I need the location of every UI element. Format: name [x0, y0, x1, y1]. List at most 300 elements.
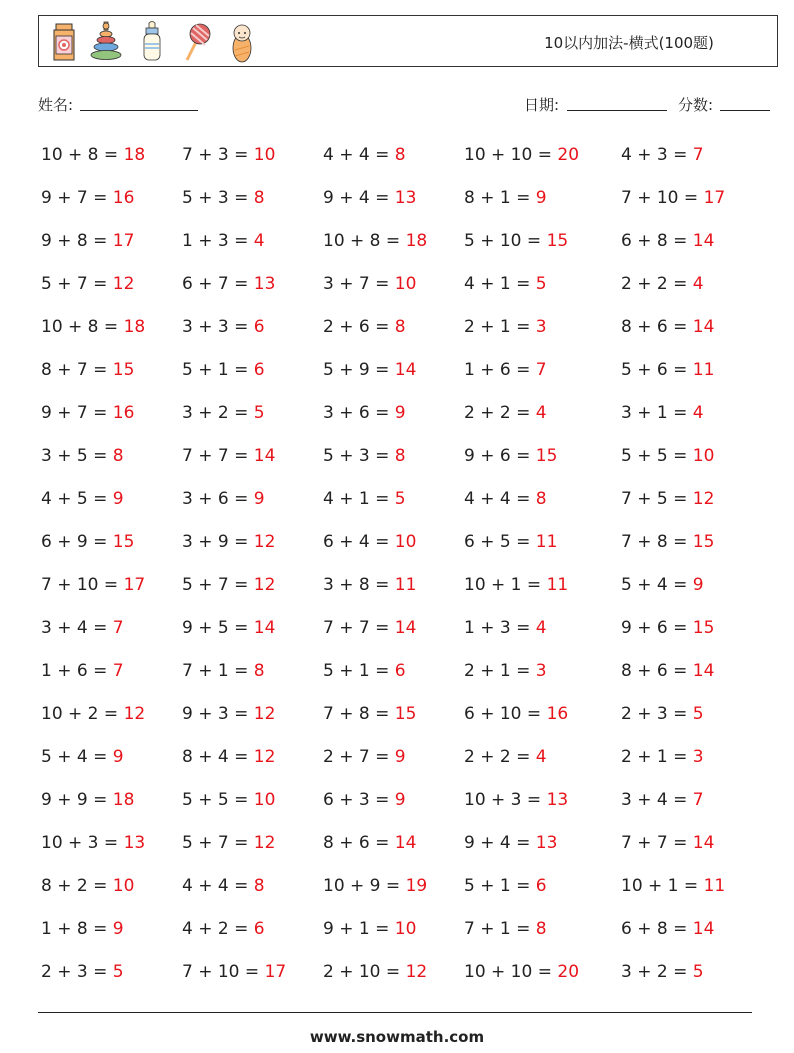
problem-item	[621, 188, 725, 208]
problem-item	[621, 876, 725, 896]
problem-answer: 18	[405, 231, 428, 251]
problem-expression: 9 + 7 =	[41, 403, 113, 423]
problem-item	[182, 790, 275, 810]
problem-answer: 17	[112, 231, 135, 251]
problem-expression: 9 + 1 =	[323, 919, 395, 939]
problem-expression: 6 + 5 =	[464, 532, 536, 552]
problem-expression: 7 + 8 =	[621, 532, 693, 552]
problem-answer: 6	[394, 661, 406, 681]
problem-expression: 9 + 3 =	[182, 704, 254, 724]
problem-expression: 10 + 10 =	[464, 962, 558, 982]
problem-expression: 1 + 3 =	[182, 231, 254, 251]
problem-expression: 7 + 5 =	[621, 489, 693, 509]
score-blank[interactable]	[720, 110, 770, 111]
problem-answer: 12	[253, 833, 276, 853]
problem-expression: 4 + 3 =	[621, 145, 693, 165]
problem-answer: 9	[112, 747, 124, 767]
problem-answer: 16	[112, 403, 135, 423]
problem-expression: 5 + 5 =	[182, 790, 254, 810]
problem-expression: 2 + 10 =	[323, 962, 406, 982]
problem-expression: 5 + 6 =	[621, 360, 693, 380]
problem-answer: 11	[546, 575, 569, 595]
problem-item	[621, 747, 704, 767]
problem-expression: 10 + 8 =	[41, 317, 124, 337]
problem-expression: 5 + 7 =	[182, 575, 254, 595]
problem-item	[41, 962, 124, 982]
problem-answer: 5	[692, 704, 704, 724]
problem-item	[621, 489, 714, 509]
problem-item	[41, 188, 134, 208]
problem-expression: 10 + 8 =	[41, 145, 124, 165]
problem-answer: 20	[557, 962, 580, 982]
problem-expression: 9 + 9 =	[41, 790, 113, 810]
problem-answer: 17	[703, 188, 726, 208]
problem-item	[464, 317, 547, 337]
problem-expression: 2 + 2 =	[464, 747, 536, 767]
problem-expression: 3 + 4 =	[621, 790, 693, 810]
problem-expression: 7 + 7 =	[182, 446, 254, 466]
problem-item	[41, 317, 145, 337]
problem-answer: 6	[253, 317, 265, 337]
problem-expression: 9 + 4 =	[323, 188, 395, 208]
problem-item	[464, 704, 568, 724]
problem-item	[323, 317, 406, 337]
footer-url: www.snowmath.com	[309, 1028, 485, 1046]
problem-expression: 9 + 4 =	[464, 833, 536, 853]
problem-item	[323, 833, 416, 853]
problem-expression: 7 + 1 =	[464, 919, 536, 939]
problem-answer: 7	[692, 790, 704, 810]
problem-item	[621, 274, 704, 294]
problem-answer: 8	[253, 188, 265, 208]
problem-item	[182, 618, 275, 638]
problem-item	[323, 790, 406, 810]
problem-item	[41, 919, 124, 939]
problem-expression: 5 + 4 =	[41, 747, 113, 767]
problem-item	[323, 188, 416, 208]
problem-item	[182, 231, 265, 251]
problem-answer: 4	[692, 403, 704, 423]
problem-answer: 5	[394, 489, 406, 509]
problem-item	[621, 661, 714, 681]
problem-answer: 12	[253, 532, 276, 552]
problem-answer: 12	[112, 274, 135, 294]
problem-answer: 7	[112, 618, 124, 638]
problem-item	[182, 489, 265, 509]
problem-expression: 10 + 8 =	[323, 231, 406, 251]
problem-expression: 9 + 6 =	[464, 446, 536, 466]
problem-item	[182, 446, 275, 466]
problem-item	[323, 532, 416, 552]
problem-answer: 15	[692, 532, 715, 552]
problem-answer: 10	[394, 532, 417, 552]
worksheet-title: 10以内加法-横式(100题)	[544, 34, 714, 52]
problem-answer: 5	[535, 274, 547, 294]
problem-item	[41, 274, 134, 294]
problem-item	[182, 317, 265, 337]
problem-answer: 17	[123, 575, 146, 595]
problem-item	[182, 962, 286, 982]
problem-expression: 8 + 6 =	[621, 661, 693, 681]
problem-expression: 5 + 5 =	[621, 446, 693, 466]
problem-answer: 9	[394, 747, 406, 767]
problem-expression: 4 + 2 =	[182, 919, 254, 939]
problem-item	[41, 618, 124, 638]
problem-item	[621, 790, 704, 810]
problem-answer: 5	[253, 403, 265, 423]
problem-answer: 8	[112, 446, 124, 466]
problem-expression: 3 + 6 =	[182, 489, 254, 509]
problem-item	[182, 274, 275, 294]
problem-item	[323, 446, 406, 466]
problem-answer: 10	[253, 790, 276, 810]
problem-answer: 11	[535, 532, 558, 552]
problem-answer: 14	[692, 919, 715, 939]
problem-answer: 13	[394, 188, 417, 208]
problem-expression: 3 + 3 =	[182, 317, 254, 337]
problem-expression: 9 + 8 =	[41, 231, 113, 251]
problem-expression: 5 + 4 =	[621, 575, 693, 595]
problem-expression: 7 + 7 =	[323, 618, 395, 638]
problem-item	[621, 145, 704, 165]
problem-item	[182, 747, 275, 767]
problem-expression: 4 + 4 =	[182, 876, 254, 896]
problem-answer: 14	[253, 618, 276, 638]
problem-expression: 10 + 9 =	[323, 876, 406, 896]
problem-answer: 3	[535, 317, 547, 337]
problem-answer: 6	[535, 876, 547, 896]
problem-answer: 10	[394, 274, 417, 294]
problem-answer: 7	[692, 145, 704, 165]
problem-expression: 2 + 1 =	[464, 661, 536, 681]
problem-item	[621, 919, 714, 939]
problem-expression: 5 + 1 =	[323, 661, 395, 681]
problem-item	[464, 919, 547, 939]
problem-answer: 15	[394, 704, 417, 724]
problem-expression: 9 + 7 =	[41, 188, 113, 208]
problem-expression: 2 + 2 =	[464, 403, 536, 423]
problem-answer: 6	[253, 919, 265, 939]
problem-item	[464, 661, 547, 681]
problem-expression: 7 + 10 =	[621, 188, 704, 208]
problem-answer: 15	[112, 532, 135, 552]
problem-expression: 5 + 7 =	[41, 274, 113, 294]
problem-expression: 4 + 1 =	[464, 274, 536, 294]
problem-item	[323, 145, 406, 165]
problem-item	[464, 962, 579, 982]
problem-expression: 6 + 10 =	[464, 704, 547, 724]
problem-answer: 18	[123, 317, 146, 337]
problem-expression: 3 + 7 =	[323, 274, 395, 294]
problem-expression: 2 + 7 =	[323, 747, 395, 767]
problem-answer: 8	[394, 446, 406, 466]
problem-expression: 5 + 1 =	[182, 360, 254, 380]
problem-answer: 18	[123, 145, 146, 165]
problem-answer: 9	[535, 188, 547, 208]
problem-item	[182, 188, 265, 208]
problem-expression: 8 + 6 =	[323, 833, 395, 853]
problem-answer: 12	[253, 704, 276, 724]
problem-item	[464, 790, 568, 810]
problem-answer: 8	[394, 145, 406, 165]
problem-expression: 3 + 1 =	[621, 403, 693, 423]
problem-item	[621, 575, 704, 595]
problem-item	[621, 231, 714, 251]
baby-bottle-icon	[135, 20, 169, 64]
problem-answer: 10	[692, 446, 715, 466]
problem-item	[621, 704, 704, 724]
problem-item	[464, 403, 547, 423]
problem-item	[464, 188, 547, 208]
problem-item	[41, 403, 134, 423]
lollipop-icon	[179, 20, 213, 64]
problem-item	[41, 876, 134, 896]
problem-expression: 4 + 5 =	[41, 489, 113, 509]
problem-expression: 8 + 4 =	[182, 747, 254, 767]
problem-item	[323, 575, 416, 595]
problem-expression: 3 + 6 =	[323, 403, 395, 423]
problem-expression: 6 + 4 =	[323, 532, 395, 552]
problem-answer: 13	[535, 833, 558, 853]
problem-item	[621, 833, 714, 853]
problem-expression: 6 + 7 =	[182, 274, 254, 294]
problem-expression: 3 + 9 =	[182, 532, 254, 552]
problem-item	[323, 618, 416, 638]
problem-item	[41, 532, 134, 552]
problem-expression: 2 + 3 =	[41, 962, 113, 982]
problem-answer: 13	[253, 274, 276, 294]
date-blank[interactable]	[567, 110, 667, 111]
problem-item	[41, 747, 124, 767]
problem-expression: 10 + 10 =	[464, 145, 558, 165]
problem-expression: 10 + 3 =	[41, 833, 124, 853]
problem-item	[182, 661, 265, 681]
problem-answer: 8	[253, 876, 265, 896]
problem-expression: 6 + 8 =	[621, 919, 693, 939]
problem-expression: 5 + 1 =	[464, 876, 536, 896]
problem-expression: 3 + 4 =	[41, 618, 113, 638]
problem-item	[41, 833, 145, 853]
problem-expression: 10 + 2 =	[41, 704, 124, 724]
problem-item	[621, 962, 704, 982]
problem-expression: 1 + 6 =	[464, 360, 536, 380]
problem-answer: 16	[546, 704, 569, 724]
problem-answer: 16	[112, 188, 135, 208]
problem-answer: 12	[123, 704, 146, 724]
problem-answer: 13	[123, 833, 146, 853]
problem-answer: 4	[535, 403, 547, 423]
problem-item	[182, 919, 265, 939]
problem-answer: 7	[112, 661, 124, 681]
problem-answer: 14	[394, 618, 417, 638]
problem-item	[41, 231, 134, 251]
name-label: 姓名:	[38, 96, 74, 114]
problem-item	[621, 532, 714, 552]
problem-expression: 6 + 3 =	[323, 790, 395, 810]
problem-expression: 3 + 8 =	[323, 575, 395, 595]
problem-expression: 2 + 2 =	[621, 274, 693, 294]
problem-answer: 5	[112, 962, 124, 982]
problem-expression: 2 + 6 =	[323, 317, 395, 337]
problem-item	[621, 317, 714, 337]
problem-item	[41, 790, 134, 810]
problem-item	[323, 919, 416, 939]
problem-item	[464, 360, 547, 380]
problem-expression: 2 + 1 =	[621, 747, 693, 767]
problem-answer: 3	[535, 661, 547, 681]
problem-answer: 4	[535, 618, 547, 638]
problem-answer: 12	[405, 962, 428, 982]
problem-answer: 8	[535, 919, 547, 939]
problem-item	[323, 274, 416, 294]
footer-divider	[38, 1012, 752, 1013]
problem-item	[182, 704, 275, 724]
problem-expression: 10 + 3 =	[464, 790, 547, 810]
problem-expression: 7 + 1 =	[182, 661, 254, 681]
problem-item	[182, 532, 275, 552]
problem-answer: 9	[112, 919, 124, 939]
problem-answer: 4	[692, 274, 704, 294]
problem-expression: 3 + 2 =	[182, 403, 254, 423]
problem-answer: 15	[112, 360, 135, 380]
problem-item	[323, 403, 406, 423]
problem-answer: 17	[264, 962, 287, 982]
problem-item	[182, 833, 275, 853]
problem-answer: 14	[692, 317, 715, 337]
problem-expression: 4 + 4 =	[323, 145, 395, 165]
problem-item	[464, 876, 547, 896]
problem-expression: 7 + 10 =	[41, 575, 124, 595]
problem-item	[464, 575, 568, 595]
problem-answer: 12	[692, 489, 715, 509]
problem-answer: 9	[253, 489, 265, 509]
problem-answer: 10	[253, 145, 276, 165]
problem-expression: 5 + 10 =	[464, 231, 547, 251]
problem-item	[621, 446, 714, 466]
problem-expression: 1 + 8 =	[41, 919, 113, 939]
problem-answer: 15	[535, 446, 558, 466]
problem-answer: 9	[394, 403, 406, 423]
problem-answer: 14	[692, 833, 715, 853]
problem-item	[464, 145, 579, 165]
score-label: 分数:	[678, 96, 714, 114]
problem-answer: 10	[112, 876, 135, 896]
problem-answer: 8	[535, 489, 547, 509]
problem-answer: 18	[112, 790, 135, 810]
problem-expression: 4 + 1 =	[323, 489, 395, 509]
problem-expression: 3 + 2 =	[621, 962, 693, 982]
problem-expression: 6 + 8 =	[621, 231, 693, 251]
problem-item	[323, 704, 416, 724]
problem-answer: 5	[692, 962, 704, 982]
problem-expression: 10 + 1 =	[464, 575, 547, 595]
problem-answer: 8	[394, 317, 406, 337]
problem-item	[464, 833, 557, 853]
problem-item	[464, 231, 568, 251]
problem-answer: 14	[692, 661, 715, 681]
problem-answer: 3	[692, 747, 704, 767]
problem-answer: 9	[692, 575, 704, 595]
problem-expression: 9 + 5 =	[182, 618, 254, 638]
problem-item	[41, 661, 124, 681]
problem-answer: 13	[546, 790, 569, 810]
problem-answer: 8	[253, 661, 265, 681]
problem-item	[621, 618, 714, 638]
problem-item	[621, 360, 714, 380]
name-blank[interactable]	[80, 110, 198, 111]
problem-item	[464, 532, 557, 552]
problem-expression: 5 + 9 =	[323, 360, 395, 380]
date-label: 日期:	[524, 96, 560, 114]
problem-expression: 2 + 1 =	[464, 317, 536, 337]
problem-item	[323, 962, 427, 982]
problem-answer: 4	[253, 231, 265, 251]
problem-item	[182, 575, 275, 595]
problem-answer: 10	[394, 919, 417, 939]
problem-answer: 12	[253, 747, 276, 767]
problem-item	[323, 489, 406, 509]
problem-answer: 20	[557, 145, 580, 165]
problem-item	[41, 145, 145, 165]
problem-answer: 9	[112, 489, 124, 509]
problem-item	[464, 274, 547, 294]
problem-item	[323, 360, 416, 380]
problem-expression: 4 + 4 =	[464, 489, 536, 509]
problem-answer: 6	[253, 360, 265, 380]
problem-expression: 1 + 3 =	[464, 618, 536, 638]
problem-item	[323, 876, 427, 896]
problem-item	[182, 876, 265, 896]
problem-item	[41, 704, 145, 724]
problem-expression: 8 + 2 =	[41, 876, 113, 896]
problem-item	[182, 360, 265, 380]
problem-expression: 10 + 1 =	[621, 876, 704, 896]
problem-answer: 14	[394, 360, 417, 380]
problem-item	[464, 747, 547, 767]
problem-expression: 5 + 3 =	[182, 188, 254, 208]
problem-expression: 1 + 6 =	[41, 661, 113, 681]
problem-item	[464, 618, 547, 638]
problem-expression: 7 + 10 =	[182, 962, 265, 982]
problem-answer: 11	[703, 876, 726, 896]
problem-item	[41, 360, 134, 380]
problem-item	[182, 403, 265, 423]
problem-expression: 7 + 3 =	[182, 145, 254, 165]
problem-expression: 9 + 6 =	[621, 618, 693, 638]
worksheet-header	[38, 15, 778, 67]
problem-item	[182, 145, 275, 165]
stacking-rings-icon	[89, 20, 123, 64]
problem-answer: 14	[394, 833, 417, 853]
swaddled-baby-icon	[225, 20, 259, 64]
problem-answer: 14	[692, 231, 715, 251]
problem-answer: 15	[546, 231, 569, 251]
problem-answer: 11	[692, 360, 715, 380]
problem-item	[464, 489, 547, 509]
problem-item	[41, 575, 145, 595]
problem-answer: 12	[253, 575, 276, 595]
problem-expression: 8 + 6 =	[621, 317, 693, 337]
crayon-tube-icon	[47, 20, 81, 64]
problem-item	[464, 446, 557, 466]
problem-answer: 9	[394, 790, 406, 810]
problem-item	[41, 489, 124, 509]
problem-item	[323, 231, 427, 251]
problem-answer: 15	[692, 618, 715, 638]
problem-answer: 19	[405, 876, 428, 896]
problem-answer: 14	[253, 446, 276, 466]
problem-item	[621, 403, 704, 423]
